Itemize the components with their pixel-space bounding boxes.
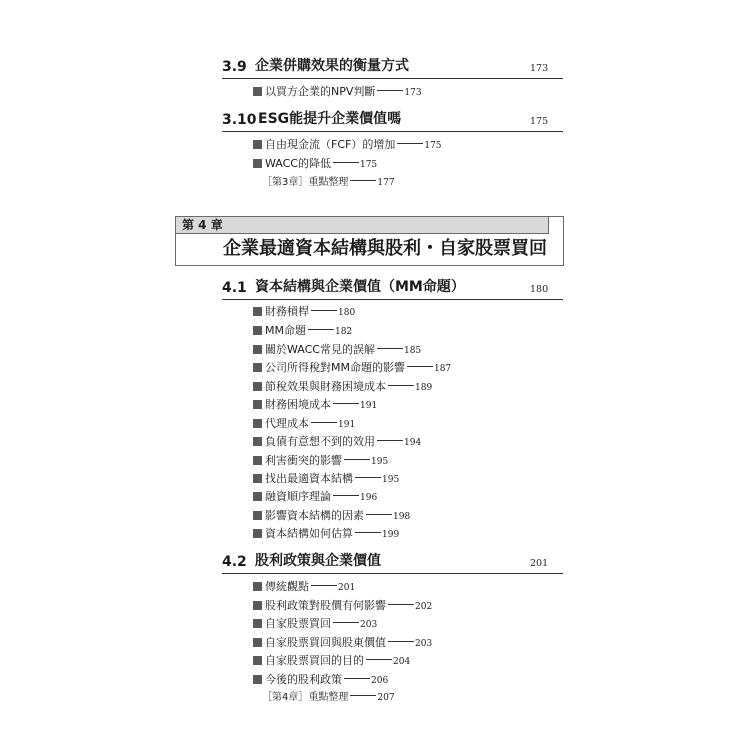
leader-line	[377, 90, 403, 91]
toc-item	[253, 324, 352, 338]
square-bullet-icon	[253, 159, 262, 168]
leader-line	[366, 514, 392, 515]
toc-item-page: 175	[359, 160, 378, 170]
leader-line	[311, 422, 337, 423]
leader-line	[397, 143, 423, 144]
chapter-summary	[262, 691, 395, 705]
square-bullet-icon	[253, 529, 262, 538]
toc-item	[253, 509, 410, 523]
section-heading-4-1	[222, 277, 563, 300]
toc-item	[253, 472, 399, 486]
toc-item	[253, 673, 388, 687]
toc-item-label: 傳統觀點	[265, 580, 309, 593]
section-page-number: 173	[530, 63, 549, 74]
square-bullet-icon	[253, 363, 262, 372]
section-number: 4.1	[222, 280, 247, 296]
leader-line	[344, 678, 370, 679]
toc-item-label: 財務困境成本	[265, 398, 331, 411]
toc-item-page: 203	[415, 639, 433, 649]
leader-line	[388, 604, 414, 605]
square-bullet-icon	[253, 656, 262, 665]
toc-item-label: 代理成本	[265, 417, 309, 430]
section-number: 3.9	[222, 59, 247, 75]
square-bullet-icon	[253, 437, 262, 446]
leader-line	[388, 385, 414, 386]
section-title: ESG能提升企業價值嗎	[258, 111, 402, 127]
toc-item-label: 自由現金流（FCF）的增加	[265, 138, 396, 151]
square-bullet-icon	[253, 619, 262, 628]
leader-line	[333, 495, 359, 496]
toc-item-label: 公司所得稅對MM命題的影響	[265, 361, 405, 374]
toc-item	[253, 454, 388, 468]
square-bullet-icon	[253, 492, 262, 501]
square-bullet-icon	[253, 87, 262, 96]
leader-line	[355, 532, 381, 533]
toc-item-page: 199	[382, 530, 400, 540]
section-title: 股利政策與企業價值	[255, 553, 381, 569]
square-bullet-icon	[253, 345, 262, 354]
leader-line	[388, 641, 414, 642]
toc-item	[253, 85, 422, 99]
toc-item-page: 203	[360, 620, 378, 630]
leader-line	[311, 585, 337, 586]
toc-item-page: 173	[404, 88, 422, 98]
toc-item-page: 180	[338, 308, 356, 318]
toc-item	[253, 398, 377, 412]
section-number: 4.2	[222, 554, 247, 570]
toc-item	[253, 490, 377, 504]
toc-item-label: 融資順序理論	[265, 490, 331, 503]
toc-item-label: MM命題	[265, 324, 306, 337]
square-bullet-icon	[253, 400, 262, 409]
toc-item-page: 191	[360, 401, 378, 411]
leader-line	[366, 659, 392, 660]
toc-item	[253, 138, 442, 152]
toc-item	[253, 617, 377, 631]
square-bullet-icon	[253, 307, 262, 316]
toc-item-page: 185	[403, 346, 422, 356]
toc-item-page: 201	[338, 583, 356, 593]
toc-item-label: 關於WACC常見的誤解	[265, 343, 375, 356]
toc-item	[253, 361, 451, 375]
toc-item-label: 以買方企業的NPV判斷	[265, 85, 376, 98]
section-heading-3-9	[222, 56, 563, 79]
toc-item-page: 187	[433, 364, 452, 374]
toc-item-label: 自家股票買回與股東價值	[265, 636, 386, 649]
leader-line	[350, 695, 376, 696]
section-page-number: 201	[530, 558, 549, 569]
toc-item-label: 自家股票買回的目的	[265, 654, 364, 667]
toc-item-page: 195	[382, 475, 400, 485]
toc-item-page: 204	[393, 657, 411, 667]
toc-item	[253, 417, 355, 431]
toc-item-label: 今後的股利政策	[265, 673, 342, 686]
toc-item-page: 191	[338, 420, 356, 430]
leader-line	[311, 310, 337, 311]
square-bullet-icon	[253, 675, 262, 684]
toc-item-label: 財務槓桿	[265, 305, 309, 318]
toc-item-page: 198	[393, 512, 411, 522]
toc-item-page: 182	[334, 327, 353, 337]
toc-item	[253, 636, 432, 650]
square-bullet-icon	[253, 456, 262, 465]
toc-item	[253, 380, 432, 394]
section-title: 資本結構與企業價值（MM命題）	[255, 279, 465, 295]
toc-item	[253, 305, 355, 319]
chapter-tab	[175, 216, 549, 234]
square-bullet-icon	[253, 326, 262, 335]
toc-item-page: 206	[371, 676, 389, 686]
toc-item	[253, 435, 421, 449]
toc-item-page: 175	[424, 141, 442, 151]
summary-label: ［第3章］重點整理	[262, 177, 349, 188]
toc-item	[253, 157, 377, 171]
summary-page: 177	[377, 178, 395, 188]
chapter-summary	[262, 176, 395, 190]
square-bullet-icon	[253, 382, 262, 391]
summary-label: ［第4章］重點整理	[262, 692, 349, 703]
square-bullet-icon	[253, 511, 262, 520]
toc-item-page: 194	[404, 438, 422, 448]
leader-line	[344, 459, 370, 460]
toc-item-label: 節稅效果與財務困境成本	[265, 380, 386, 393]
toc-item-label: 找出最適資本結構	[265, 472, 353, 485]
toc-item	[253, 580, 355, 594]
square-bullet-icon	[253, 582, 262, 591]
toc-item-page: 202	[415, 602, 433, 612]
leader-line	[333, 622, 359, 623]
leader-line	[333, 162, 359, 163]
toc-item-label: WACC的降低	[265, 157, 331, 170]
toc-item-label: 負債有意想不到的效用	[265, 435, 375, 448]
toc-item-label: 資本結構如何估算	[265, 527, 353, 540]
leader-line	[355, 477, 381, 478]
square-bullet-icon	[253, 638, 262, 647]
chapter-heading-box	[175, 216, 564, 266]
leader-line	[350, 180, 376, 181]
toc-item-page: 195	[371, 457, 389, 467]
leader-line	[407, 366, 433, 367]
toc-item-label: 股利政策對股價有何影響	[265, 599, 386, 612]
square-bullet-icon	[253, 419, 262, 428]
square-bullet-icon	[253, 474, 262, 483]
toc-item	[253, 654, 410, 668]
toc-item	[253, 343, 421, 357]
toc-item-label: 影響資本結構的因素	[265, 509, 364, 522]
leader-line	[377, 348, 403, 349]
toc-item-label: 自家股票買回	[265, 617, 331, 630]
square-bullet-icon	[253, 601, 262, 610]
toc-item-label: 利害衝突的影響	[265, 454, 342, 467]
toc-item-page: 189	[415, 383, 433, 393]
leader-line	[333, 403, 359, 404]
leader-line	[308, 329, 334, 330]
chapter-title: 企業最適資本結構與股利・自家股票買回	[223, 238, 547, 259]
section-page-number: 175	[530, 116, 549, 127]
chapter-label: 第 4 章	[182, 218, 223, 232]
square-bullet-icon	[253, 140, 262, 149]
section-title: 企業併購效果的衡量方式	[255, 58, 409, 74]
toc-item	[253, 599, 432, 613]
section-heading-4-2	[222, 551, 563, 574]
leader-line	[377, 440, 403, 441]
toc-item	[253, 527, 399, 541]
toc-item-page: 196	[360, 493, 378, 503]
section-heading-3-10	[222, 109, 563, 132]
summary-page: 207	[377, 693, 395, 703]
section-number: 3.10	[222, 112, 257, 128]
section-page-number: 180	[530, 284, 549, 295]
